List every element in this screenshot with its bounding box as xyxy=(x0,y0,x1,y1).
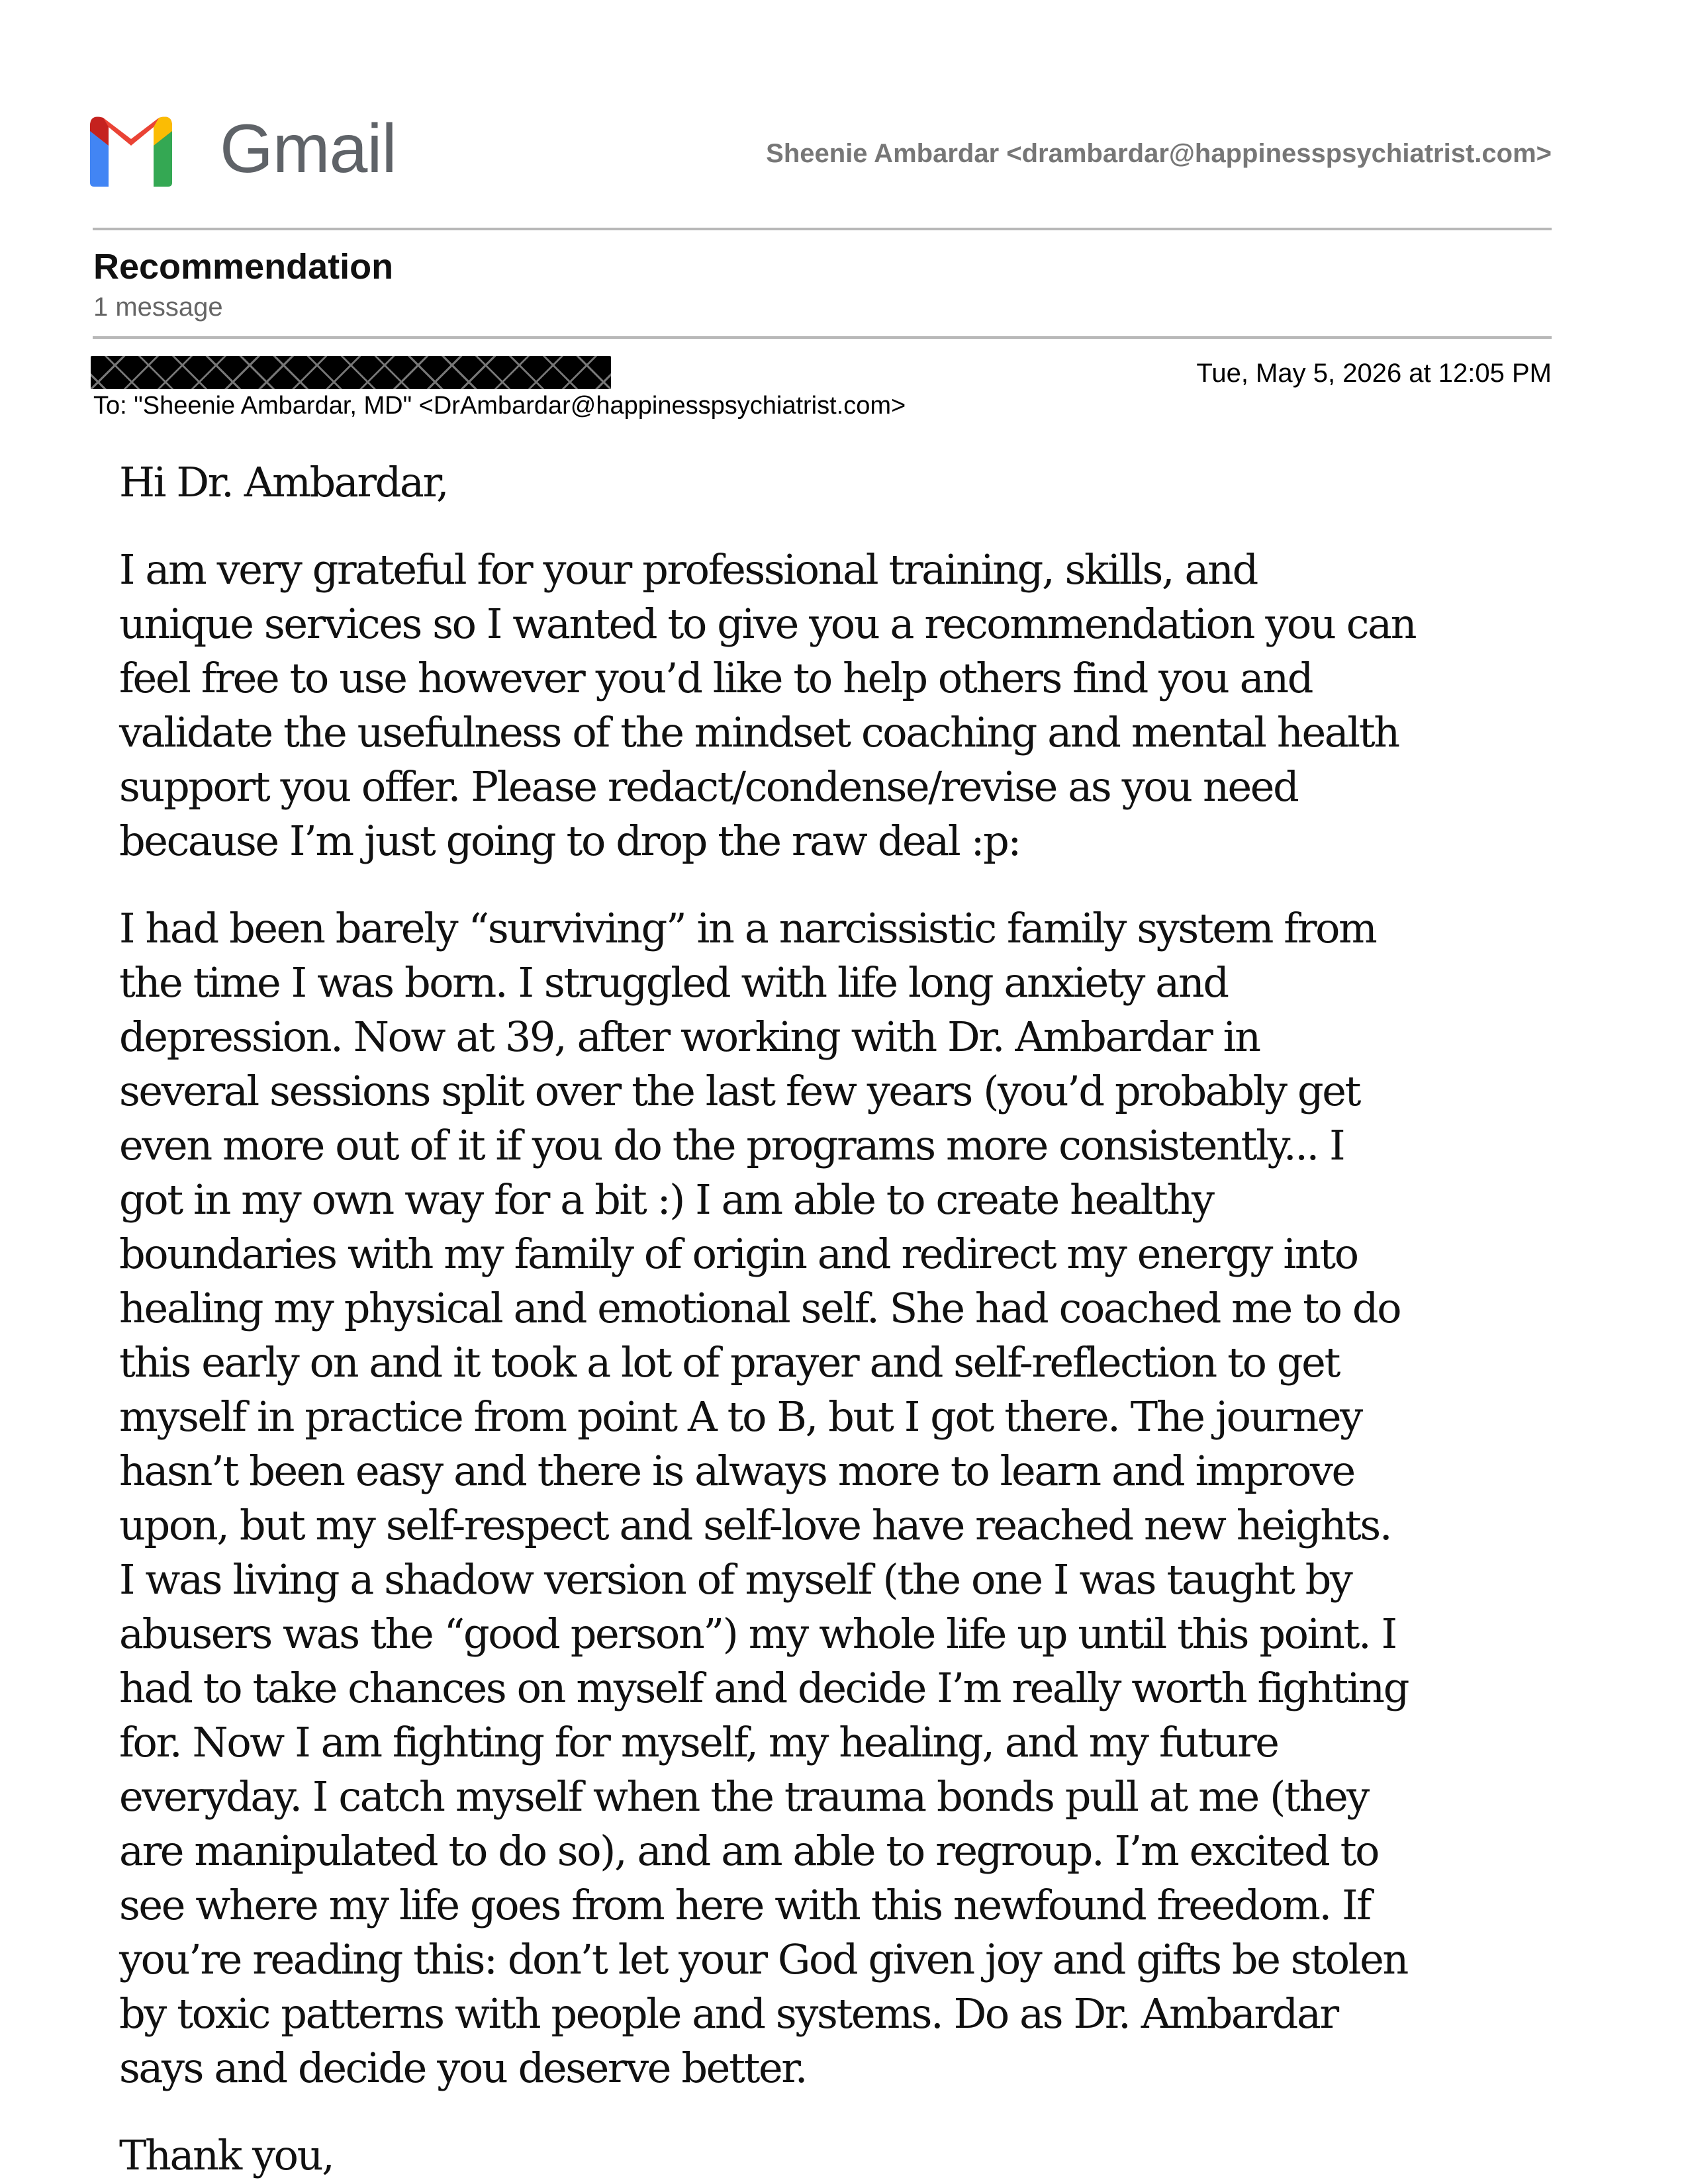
body-paragraph-intro: I am very grateful for your professional training, skills, and unique services so I wanted to give you a recommendation you can feel free to use however you’d like to help others find you and validate the usefulness of the mindset coaching and mental health support you offer. Please redact/condense/revise as you need because I’m just going to drop the raw deal :p: xyxy=(119,545,1416,865)
email-subject: Recommendation xyxy=(93,247,394,287)
header-divider xyxy=(93,228,1552,230)
redacted-sender xyxy=(91,356,611,389)
gmail-m-logo-icon xyxy=(82,111,180,189)
gmail-wordmark: Gmail xyxy=(220,111,397,187)
account-email: Sheenie Ambardar <drambardar@happinesspsychiatrist.com> xyxy=(766,139,1552,168)
message-date: Tue, May 5, 2026 at 12:05 PM xyxy=(1196,359,1552,388)
message-body xyxy=(119,455,1562,2183)
message-count: 1 message xyxy=(93,293,223,322)
sign-off: Thank you, xyxy=(119,2131,334,2179)
body-paragraph-testimonial: I had been barely “surviving” in a narcissistic family system from the time I was born. I struggled with life long anxiety and depression. Now at 39, after working with Dr. Ambardar in several sessions split over the last few years (you’d probably get even more out of it if you do the programs more consistently... I got in my own way for a bit :) I am able to create healthy boundaries with my family of origin and redirect my energy into healing my physical and emotional self. She had coached me to do this early on and it took a lot of prayer and self-reflection to get myself in practice from point A to B, but I got there. The journey hasn’t been easy and there is always more to learn and improve upon, but my self-respect and self-love have reached new heights. I was living a shadow version of myself (the one I was taught by abusers was the “good person”) my whole life up until this point. I had to take chances on myself and decide I’m really worth fighting for. Now I am fighting for myself, my healing, and my future everyday. I catch myself when the trauma bonds pull at me (they are manipulated to do so), and am able to regroup. I’m excited to see where my life goes from here with this newfound freedom. If you’re reading this: don’t let your God given joy and gifts be stolen by toxic patterns with people and systems. Do as Dr. Ambardar says and decide you deserve better. xyxy=(119,904,1408,2092)
gmail-logo[interactable] xyxy=(82,111,397,189)
thread-divider xyxy=(93,336,1552,339)
greeting: Hi Dr. Ambardar, xyxy=(119,458,448,506)
message-recipient: To: "Sheenie Ambardar, MD" <DrAmbardar@happinesspsychiatrist.com> xyxy=(93,392,906,420)
